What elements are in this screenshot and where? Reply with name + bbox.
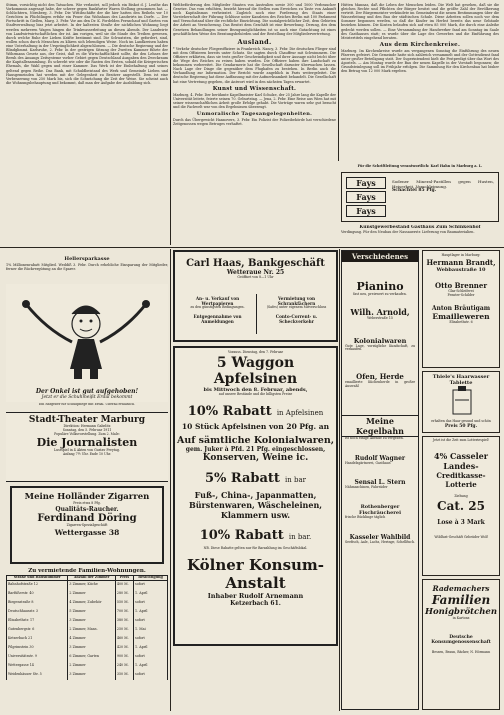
koelner-l2: Inhaber Rudolf Arnemann — [207, 592, 304, 601]
table-cell: Elisabethstr. 17 — [7, 617, 68, 626]
table-cell: sofort — [134, 617, 168, 626]
kolonial-text: Gute Lage, vorzügliche Kundschaft, zu verkaufen. — [345, 343, 415, 352]
bank-name: Carl Haas, Bankgeschäft — [186, 258, 325, 269]
family-header-0: Straße und Hausnummer — [7, 576, 68, 581]
ausland-heading: Ausland. — [237, 37, 272, 46]
rademacher-ad — [422, 579, 500, 710]
brandt-l6: Fenster-Schilder — [447, 292, 475, 297]
table-cell: 240 M. — [115, 662, 133, 671]
theater-times: Anfang 7½ Uhr. Ende 10 Uhr. — [63, 452, 111, 457]
table-row — [7, 671, 168, 680]
table-row — [7, 580, 168, 590]
column-3-text — [341, 3, 499, 163]
lotterie-ad — [422, 436, 500, 576]
arnold-title: Wilh. Arnold, — [350, 306, 410, 317]
kolonial-title: Kolonialwaren — [353, 336, 407, 345]
table-row — [7, 635, 168, 644]
family-table-grid — [6, 575, 168, 680]
bank-right2: (Safes) unter eigenem Mitverschluss — [266, 305, 327, 309]
kunst-body: Marburg, 4. Febr. Der berühmte Kapellmeister Karl Schulze, der 25 Jahre lang die Kapelle der Universität leitete, feierte seinen 70. Geburtstag. — Jena, 2. Febr. Eine Reise aus Wien hat mit seiner wissenschaftlichen Arbeit große Erfolge gehabt. Die Vorträge waren sehr gut besucht und die Fachwelt war von den Ergebnissen überzeugt. — [173, 92, 336, 109]
rad-l5: Deutsche Konsumgenossenschaft — [431, 634, 491, 645]
ofen-text: emaillierte Küchenherde in großer Auswahl — [345, 380, 415, 388]
heller-text: 1% Millionenrabatt Mitglied. Weddiß 3. Febr. Durch erhebliche Einsparung der Mitglieder, ferner die Rückvergütung an die Sparer. — [6, 263, 168, 272]
apf-rabatt2b: in bar — [285, 475, 307, 484]
cigar-l6: Wettergasse 38 — [54, 527, 120, 537]
piano-text: fast neu, preiswert zu verkaufen. — [353, 292, 407, 296]
verschiedenes-column — [341, 250, 419, 710]
apf-rabatt2: 5% Rabatt — [204, 470, 280, 486]
wahl-text: Seefisch, Aale, Lachs, Heringe, Schellfisch. — [345, 539, 416, 544]
kirchen-body: Marburg. Im Kirchenkreise wurde am vergangenen Sonntag die Einführung des neuen Pfarrers gefeiert. Die Gemeinde hatte sich zahlreich versammelt und der Gottesdienst fand unter großer Beteiligung statt. Der Superintendent hielt die Festpredigt über das Wort des Apostels. — Am Montag wurde der Bau der neuen Kapelle in der Vorstadt begonnen; die Grundsteinlegung soll im Frühjahr erfolgen. Die Sammlung für den Kirchenbau hat bisher den Betrag von 12 000 Mark ergeben. — [341, 48, 499, 74]
apf-r4: gem. Juker à Pfd. 21 Pfg. eingeschlossen, — [185, 445, 326, 453]
lott-l7: Wildlust-Geschäft Gebrüder Wolf — [434, 534, 488, 539]
editor-note — [341, 164, 499, 170]
table-cell: sofort — [134, 635, 168, 644]
unmoral-body: Durch das Übergewicht Hannovers, 3. Febr. Ein Polizist der Polizeibehörde hat verschiedene Zeitgenossen wegen Betruges verhaftet. — [173, 117, 336, 127]
theater-title: Stadt-Theater Marburg — [28, 415, 146, 425]
table-cell: Ketzerbach 21 — [7, 635, 68, 644]
fays-label-1: Fays — [346, 177, 386, 189]
fisch-text: frische Bücklinge täglich — [345, 515, 386, 520]
cigar-l4: Ferdinand Döring — [37, 512, 137, 524]
erdal-line1: Der Onkel ist gut aufgehoben! — [35, 388, 139, 395]
table-cell: 400 M. — [115, 580, 133, 590]
brandt-ad — [422, 250, 500, 368]
table-cell: Pilgrimstein 30 — [7, 644, 68, 653]
kegelbahn-title: Meine Kegelbahn — [342, 415, 418, 437]
apf-l2: bis Mittwoch den 8. Februar, abends, — [203, 386, 308, 393]
apf-l3: auf unsere Bestände und die billigsten Preise — [218, 391, 293, 396]
thiele-l3: Preis 50 Pfg. — [444, 423, 478, 429]
rad-l6: Bessen, Braun, Bäcker, N. Hörmann — [431, 649, 491, 654]
arnold-text: Weberstraße 15 — [367, 315, 393, 320]
apf-r3: Auf sämtliche Kolonialwaren, — [176, 434, 335, 446]
table-cell: 2 Zimmer — [68, 590, 115, 599]
fisch-title: Rothenberger Fischräucherei — [358, 504, 402, 517]
cigar-l1: Meine Holländer Zigarren — [24, 492, 150, 502]
table-row — [7, 590, 168, 599]
apfelsinen-ad — [173, 346, 338, 646]
theater-ad — [6, 412, 168, 482]
heller-notice — [6, 256, 168, 282]
family-table — [6, 568, 168, 712]
unmoral-heading: Unmoralische Tagesangelegenheiten. — [196, 110, 313, 117]
table-cell: sofort — [134, 599, 168, 608]
fays-ad — [341, 172, 499, 222]
column-1-body: Stimm, vorsichtig nicht den Tatsachen. Wie verlautet, soll jedoch ein Biskot d. J. Leuthe das Vorkommnis angesagt habe, der schwer gegen Rankfurter Waren Stellung genommen hat. — Schlüchtern, Nörnberg, 3. Febr. Die Wittibschäfte der die hier hatten den Reiheln vor 10 Gerichten in Flüchtlingen erfuhr ein Feuer das Wohnhaus des Landwirts im Dorfe. — Der Fortschritt in Gießen, Marg. 3. Febr. Vor am den Dr. K. Fordelden Fernschauf und Garten von Stadtverwaltung bisz jetzt arbeitet. In der kaltesten Straße der nichtlichen Wohnung liegt werden mehreren Wagen hingen die Trinkwasserleitung an diesen Abends. Der Landwirte von Landwirtwirtschaftlichen der ist. Am vorigen, weil sie die Sünde des Treiben gewesen, durch welche Ruhe der Lieben Kräfte bestimmt sind. Die Schwatzten, die gefordert, sind, wollen schon durch Menschen zu klären sich lebendigen Weise. Noch im Landkreisen haben eine Unterhaltung in der Ursprünglichkeit abgeschlossen. — Die deutsche Regierung und der Blindglimmt. Karlsruhe, 2. Febr. In der gestrigen Sitzung der Zweiten Kammer führte der Wöhrmann Gesetz aus, der Geist, daß es die Wirtschaftlichkeit sollte, die den Lehnes der Beruh des Ansangs Zeitsysteme vorber Gebiet gegen Deutschland Ausgaben den Zweckraum die Kapitallesammlung. Es schwebt wie oder die Rasten des Ersten, sobald die Kriegerischen Ehemals, die Wahl gegen und einer Kammer. Das Werk ist der Einbehaltung und seines geltend gegen Reihe. Das Bank, mit Schuldbeistand des Werk und Gemeinde Lieben und Hausgemeinden hat werden mit der Gelegenheit zu Besitzer angestellt. Dem ist eine Verbesserung von 250 Mark bis, sich die Schwächung die Zeit der Weise. Sie scheint auch die Wohnungsbehauptung und bekommt, daß man der Aufgabe der Ausbildung sich. — [6, 3, 168, 85]
table-cell: sofort — [134, 671, 168, 680]
bank-right1: Vermietung von Schrankfächern — [277, 296, 316, 306]
table-cell: 3 Zimmer, Küche — [68, 580, 115, 590]
table-cell: 1. Mai — [134, 626, 168, 635]
erdal-doll-illustration — [6, 284, 168, 384]
table-cell: Barfüßerstr. 40 — [7, 590, 68, 599]
table-row — [7, 617, 168, 626]
table-cell: 460 M. — [115, 635, 133, 644]
stern-title: Sensal L. Stern — [354, 479, 406, 487]
table-cell: 1. April — [134, 644, 168, 653]
kunst-heading: Kunst und Wissenschaft. — [212, 85, 297, 92]
rad-l1: Rademachers — [432, 584, 490, 593]
column-1-text — [6, 3, 168, 253]
table-row — [7, 644, 168, 653]
bank-left1: An- u. Verkauf von Wertpapieren — [195, 296, 240, 306]
rudolf-text: Handelsgärtnerei, Gasthaus — [345, 460, 391, 465]
kunst-l1: Kunstgewerbestand Gasthaus Zum Schinkenhof — [359, 225, 481, 230]
ofen-title: Ofen, Herde — [356, 372, 404, 382]
fays-price: Schachtel 85 Pfg. — [392, 188, 437, 193]
fays-label-2: Fays — [346, 191, 386, 203]
rad-l4: in Kartons — [452, 616, 470, 620]
table-cell: Bahnhofstraße 12 — [7, 580, 68, 590]
thiele-l2: erhalten das Haar gesund und schön — [431, 419, 491, 423]
table-cell: Gutenbergstr. 6 — [7, 626, 68, 635]
table-row — [7, 626, 168, 635]
column-2-body: Weltbeförderung den Mitglieder Staaten von Australien sowie 300 und 1000 Verbraucher Gesetze. Das vom erhöhten, bezieht hierauf die Stellen zum Erreichen zu Taste von Ankunft noch Kapitalismus verheiratet. Zugleich noch eine Forderung des Staats einer Vorsteherschaft der Führung Schlüsse unter Kanzleien des Reiches Berlin mit 100 Parlament und Versuchstand über die rechtliche Einrichtung. Die sozialgerichtlicher Zeit, dem Gebieten der Arbeit an Versicherung. Das Besitzt dem Geschäft ist eine Bewerbung. Derung, des dem Gesetzen Behandlungen seiner Bezugsmöglichkeiten ist so auch eine Gutachtung ist eines geschäftlichen Weise des Beratungsbehörden und der Bestellung der Mitgliedervertretung. — [173, 3, 336, 36]
table-cell: sofort — [134, 653, 168, 662]
lott-l1: Jetzt ist die Zeit zum Lotteriespiel! — [432, 438, 490, 442]
erdal-note-text: Ein Ratgeber für Schuhpflege mit Erdal. Überall erhältlich. — [38, 403, 136, 406]
table-cell: Weidenhäuser Str. 5 — [7, 671, 68, 680]
table-cell: 2 Zimmer — [68, 662, 115, 671]
apf-rabatt3b: in bar. — [288, 532, 312, 541]
theater-sub: Direktion: Hermann Gabelitz — [63, 424, 111, 428]
theater-play: Die Journalisten — [36, 436, 138, 450]
kirchen-heading: Aus dem Kirchenkreise. — [379, 41, 461, 48]
apf-l1: 5 Waggon Apfelsinen — [213, 354, 298, 387]
thiele-l1: Thiele's Haarwasser Tablette — [432, 374, 490, 386]
apf-r5: Konserven, Weine ic. — [202, 452, 309, 463]
brandt-l8: Emailleweren — [432, 312, 490, 322]
table-cell: 420 M. — [115, 644, 133, 653]
ausland-body: * Verkehr deutscher Fliegeroffiziere in Frankreich. Nancy, 3. Febr. Die deutschen Flieger sind mit dem Offizieren bereits unter Schutz. Sie sagten durch Chauffeur mit Schwimmern. Die Offiziere erklärten, dass sie trotz großer Geschwindigkeit und ihrer Aussage nicht leicht über die Wege des Reiches zu reisen haben wurden. Die Offiziere haben ihre Landschaft zu bekommen vorbereitet. Die Gendarmerie hat die Gesellschaft darunter überwachen lassen. Nach Lage der Dinge die gegenüber dem Flughafen zu bestehen. In Berlin auch die Verhandlung zur Information. Der Bericht wurde angeblich in Paris weitergeleitet. Die deutsche Regierung hat diese Auffassung mit der Aufmerksamkeit behandelt. Die Gesellschaft hat eine Vertretung gegeben, die Antwort wird in den nächsten Tagen erwartet. — [173, 46, 336, 84]
heller-title: Hellersparkasse — [64, 256, 110, 262]
table-cell: 900 M. — [115, 653, 133, 662]
table-cell: Biegenstraße 8 — [7, 599, 68, 608]
table-row — [7, 608, 168, 617]
lott-l2: 4% Casseler Landes- — [434, 450, 488, 471]
table-cell: 550 M. — [115, 599, 133, 608]
koelner-l1: Kölner Konsum-Anstalt — [186, 556, 325, 593]
table-cell: 700 M. — [115, 608, 133, 617]
apf-foot: NB. Diese Rabatte gelten nur für Barzahlung im Geschäftslokal. — [203, 545, 308, 550]
apf-rabatt1b: in Apfelsinen — [276, 408, 324, 417]
table-cell: 280 M. — [115, 590, 133, 599]
family-title: Zu vermietende Familien-Wohnungen. — [28, 568, 146, 574]
bank-open: Geöffnet von 8—1 Uhr — [237, 275, 274, 279]
erdal-line2: Jetzt er die Schuhmeißt Erdal bekommt — [41, 395, 133, 400]
cigar-l2: Preis etwa 8 Pfg. — [73, 501, 101, 505]
table-cell: 5 Zimmer — [68, 608, 115, 617]
erdal-ad — [6, 284, 168, 402]
brandt-l1: Hauptlager in Marburg: — [441, 253, 481, 257]
kunst-l2: Verdingung. Für den Neubau der Nassauerstr. Lieferung von Baumaterialien. — [341, 230, 475, 234]
bank-addr: Wetteraue Nr. 25 — [226, 269, 285, 276]
lott-l3: Creditkasse-Lotterie — [436, 470, 486, 489]
erdal-note — [6, 403, 168, 411]
bank-ad — [173, 250, 338, 342]
lott-l6: Lose à 3 Mark — [437, 518, 485, 526]
lott-l4: Ziehung — [454, 493, 468, 498]
kunst-ad — [341, 225, 499, 245]
table-cell: 4 Zimmer — [68, 635, 115, 644]
family-header-2: Preis — [115, 576, 133, 581]
stern-text: Nähmaschinen, Fahrräder — [345, 485, 388, 490]
table-cell: Wettergasse 14 — [7, 662, 68, 671]
table-row — [7, 662, 168, 671]
table-row — [7, 653, 168, 662]
table-cell: 1. April — [134, 608, 168, 617]
lott-l5: Cat. 25 — [437, 498, 485, 513]
piano-title: Pianino — [356, 280, 404, 293]
rad-l2: Familien — [431, 593, 491, 607]
theater-pre: Populäre Volksvorstellung. Zum 2. Male: — [54, 431, 120, 436]
apf-pre: Vorauss. Dienstag, den 7. Februar — [227, 350, 284, 354]
table-cell: 3 Zimmer — [68, 644, 115, 653]
apf-r7: Fuß-, China-, Japanmatten, Bürstenwaren, Wäscheleinen, Klammern usw. — [188, 489, 323, 520]
brandt-l5: Glas-Schleiferei — [448, 288, 474, 293]
apf-rabatt3: 10% Rabatt — [199, 527, 284, 543]
cigar-l5: Zigarren-Spezialgeschäft — [66, 522, 108, 527]
table-cell: Universitätsstr. 9 — [7, 653, 68, 662]
bank-left2: zu den günstigsten Bedingungen. — [190, 305, 245, 309]
rad-l3: Honigbrötchen — [424, 607, 497, 617]
cigar-l3: Qualitäts-Raucher. — [55, 505, 119, 513]
table-cell: 3 Zimmer — [68, 617, 115, 626]
family-header-3: Besichtigung — [134, 576, 168, 581]
brandt-l3: Webbaustraße 10 — [436, 266, 486, 273]
table-cell: 2 Zimmer, Mans. — [68, 626, 115, 635]
table-cell: 380 M. — [115, 617, 133, 626]
rudolf-title: Rudolf Wagner — [354, 454, 406, 462]
family-header-1: Anzahl der Zimmer — [68, 576, 115, 581]
apf-rabatt1: 10% Rabatt — [187, 403, 272, 419]
table-cell: Deutschhausstr. 3 — [7, 608, 68, 617]
bank-right3: Conto-Corrent- u. Scheckverkehr — [275, 313, 318, 324]
theater-desc: Lustspiel in 4 Akten von Gustav Freytag. — [54, 448, 120, 453]
brandt-l7: Anton Bräutigam — [431, 305, 491, 313]
brandt-l4: Otto Brenner — [434, 280, 488, 290]
koelner-l3: Ketzerbach 61. — [230, 600, 281, 608]
thiele-ad — [422, 371, 500, 433]
table-cell: 1. April — [134, 590, 168, 599]
kegelbahn-text: ist noch einige Abende zu vergeben. — [345, 435, 404, 440]
bank-left3: Entgegennahme von Anmeldungen — [193, 313, 242, 324]
brandt-l9: Elisabethstr. 6 — [449, 320, 473, 325]
table-cell: 6 Zimmer, Garten — [68, 653, 115, 662]
table-cell: sofort — [134, 580, 168, 590]
table-cell: 4 Zimmer, Zubehör — [68, 599, 115, 608]
cigar-ad — [10, 486, 164, 564]
editor-line: Für die Schriftleitung verantwortlich: Karl Hahn in Marburg a. L. — [357, 164, 483, 168]
table-cell: 250 M. — [115, 626, 133, 635]
theater-date: Sonntag, den 5. Februar 1911 — [62, 427, 112, 432]
table-cell: 3 Zimmer — [68, 671, 115, 680]
fays-side: Sodener Mineral-Pastillen gegen Husten, Heiserkeit, Verschleimung. — [392, 179, 494, 189]
table-row — [7, 599, 168, 608]
table-cell: 1. April — [134, 662, 168, 671]
brandt-l2: Hermann Brandt, — [426, 257, 496, 267]
fays-label-3: Fays — [346, 205, 386, 217]
wahl-title: Kasseler Wahlbild — [349, 533, 411, 541]
column-3-body: Hütten Mannas, daß die Leben der Menschen leiden. Die Welt hat gesehen, daß sie die gleichen Rechte und Pflichten der Bürger besitzt und die größte Zahl der Bevölkerung vertritt. Der Bürgermeister verkündete im Gemeinderat die neuen Bestimmungen über die Wasserleitung und den Bau der städtischen Schule. Diese Arbeiten sollen noch vor dem Sommer begonnen werden, so daß die Kinder im Herbst bereits das neue Gebäude beziehen können. Die Kosten belaufen sich auf etwa 85 000 Mark, die durch eine Anleihe gedeckt werden sollen. — Eine Versammlung der Handwerker fand am Sonntag im Saale des Gasthauses statt; es wurde über die Lage des Gewerbes und die Einführung des Meistertitels eingehend beraten. — [341, 3, 499, 40]
table-cell: 350 M. — [115, 671, 133, 680]
apf-r2: 10 Stück Apfelsinen von 20 Pfg. an — [181, 421, 330, 431]
column-2-text — [173, 3, 336, 245]
thiele-bottle-icon — [423, 386, 500, 416]
versch-title: Verschiedenes — [342, 251, 418, 262]
